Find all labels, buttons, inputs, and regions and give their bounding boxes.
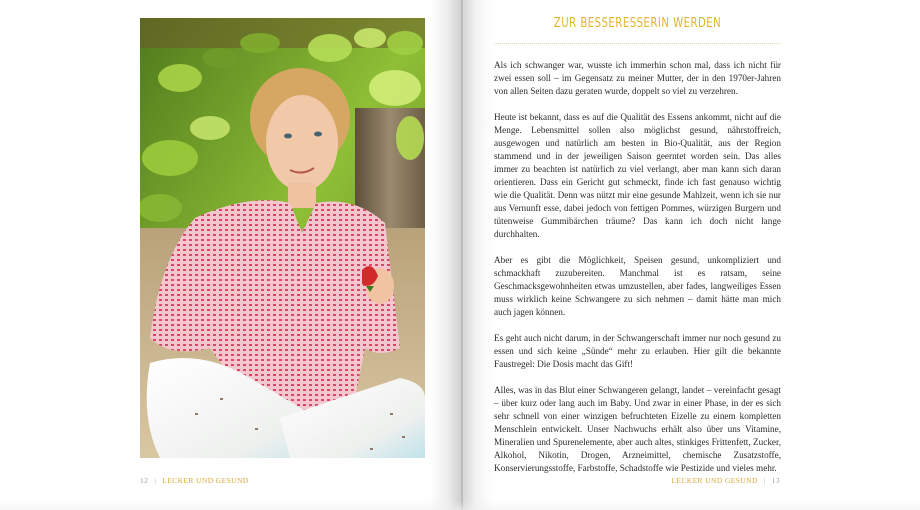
left-page-footer — [140, 476, 249, 485]
paragraph: Alles, was in das Blut einer Schwangeren gelangt, landet – vereinfacht gesagt – über kurz oder lang auch im Baby. Und zwar in einer Phase, in der es sich sehr schnell von einer winzigen befruchteten Eizelle zu einem kompletten Menschlein entwickelt. Unser Nachwuchs erhält also über uns Vitamine, Mineralien und Spurenelemente, aber auch altes, stinkiges Frittenfett, Zucker, Alkohol, Nikotin, Drogen, Arzneimittel, chemische Zusatzstoffe, Konservierungsstoffe, Farbstoffe, Schadstoffe wie Pestizide und vieles mehr. — [494, 385, 781, 473]
body-text — [494, 59, 781, 488]
chapter-title: ZUR BESSERESSERIN WERDEN — [553, 16, 722, 31]
page-bottom-edge — [0, 500, 920, 510]
page-number-left: 12 — [140, 476, 149, 485]
right-page-footer — [671, 476, 780, 485]
title-dotted-rule — [494, 43, 781, 44]
footer-separator: | — [154, 476, 157, 485]
gutter-shadow-right — [463, 0, 493, 510]
running-title-left: LECKER UND GESUND — [162, 476, 249, 485]
paragraph: Es geht auch nicht darum, in der Schwangerschaft immer nur noch gesund zu essen und sich keine „Sünde“ mehr zu erlauben. Hier gilt die bekannte Faustregel: Die Dosis macht das Gift! — [494, 333, 781, 369]
photo-illustration — [140, 18, 425, 458]
paragraph: Heute ist bekannt, dass es auf die Qualität des Essens ankommt, nicht auf die Menge. Lebensmittel sollen also möglichst gesund, nährstoffreich, ausgewogen und natürlich am besten in Bio-Qualität, aus der Region stammend und in der jeweiligen Saison geerntet worden sein. Das alles immer zu beachten ist natürlich zu viel verlangt, aber man kann sich daran orientieren. Dass ein Gericht gut schmeckt, finde ich fast genauso wichtig wie die Qualität. Denn was nützt mir eine gesunde Mahlzeit, wenn ich sie nur aus Vernunft esse, dabei jedoch von fettigen Pommes, würzigen Burgern und tütenweise Gummibärchen träume? Das kann ich doch nicht lange durchhalten. — [494, 112, 781, 239]
page-number-right: 13 — [771, 476, 780, 485]
footer-separator: | — [763, 476, 766, 485]
photo-pregnant-woman-strawberry — [140, 18, 425, 458]
running-title-right: LECKER UND GESUND — [671, 476, 758, 485]
paragraph: Aber es gibt die Möglichkeit, Speisen gesund, unkompliziert und schmackhaft zuzubereiten. Manchmal ist es ratsam, seine Geschmacksgewohnheiten etwas umzustellen, aber fades, langweiliges Essen muss wirklich keine Schwangere zu sich nehmen – damit hätte man mich auch jagen können. — [494, 255, 781, 317]
gutter-shadow-left — [430, 0, 462, 510]
paragraph: Als ich schwanger war, wusste ich immerhin schon mal, dass ich nicht für zwei essen soll – im Gegensatz zu meiner Mutter, der in den 1970er-Jahren von allen Seiten dazu geraten wurde, doppelt so viel zu verzehren. — [494, 60, 781, 96]
